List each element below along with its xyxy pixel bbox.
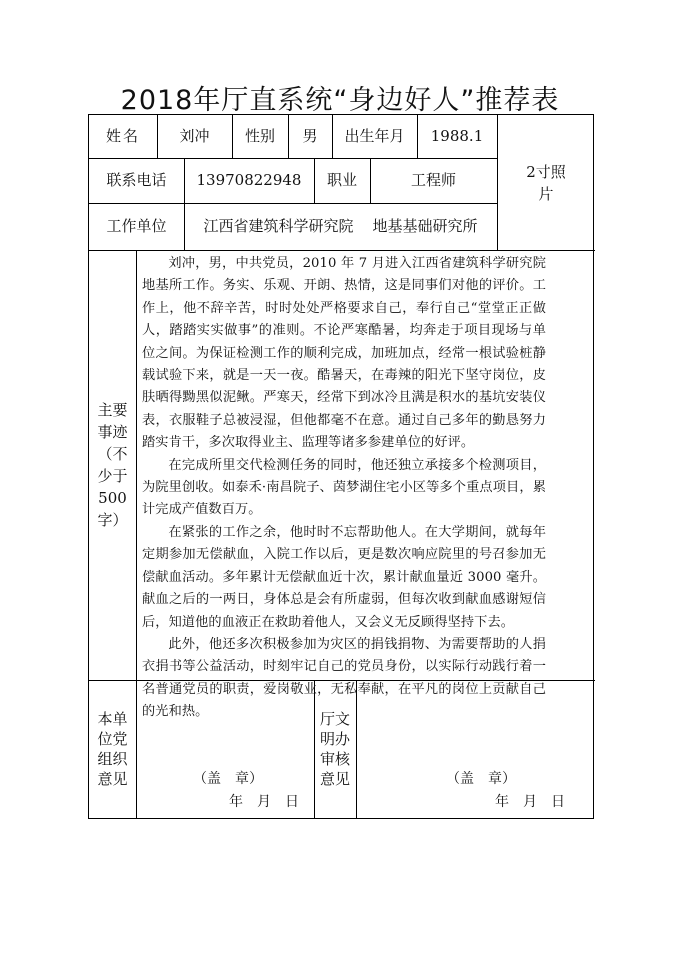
job-label: 职业 — [326, 170, 357, 189]
deeds-paragraph: 在紧张的工作之余，他时时不忘帮助他人。在大学期间，就每年定期参加无偿献血，入院工作以后，更是数次响应院里的号召参加无偿献血活动。多年累计无偿献血近十次，累计献血量近 3000 毫升。献血之后的一两日，身体总是会有所虚弱，但每次收到献血感谢短信后，知道他的血液正在救助着他人，又会义无反顾得坚持下去。 — [142, 524, 546, 630]
office-date-text: 年 月 日 — [495, 794, 565, 810]
birth-value: 1988.1 — [430, 126, 484, 145]
name-label: 姓名 — [105, 126, 140, 145]
phone-value: 13970822948 — [196, 170, 302, 189]
deeds-label: 主要事迹（不少于500字） — [97, 401, 128, 529]
office-seal-text: （盖 章） — [446, 771, 516, 787]
deeds-text — [136, 251, 552, 720]
deeds-paragraph: 此外，他还多次积极参加为灾区的捐钱捐物、为需要帮助的人捐衣捐书等公益活动，时刻牢记自己的党员身份，以实际行动践行着一名普通党员的职责，爱岗敬业，无私奉献，在平凡的岗位上贡献自己的光和热。 — [142, 636, 546, 720]
unit-label: 工作单位 — [106, 216, 167, 235]
phone-label: 联系电话 — [106, 170, 167, 189]
photo-placeholder: 2寸照片 — [526, 163, 566, 203]
gender-label: 性别 — [244, 126, 275, 145]
party-date-text: 年 月 日 — [229, 794, 299, 810]
photo-divider — [497, 115, 498, 250]
party-seal-text: （盖 章） — [193, 771, 263, 787]
office-opinion-label: 厅文明办审核意见 — [319, 710, 350, 788]
deeds-paragraph: 在完成所里交代检测任务的同时，他还独立承接多个检测项目，为院里创收。如泰禾·南昌院子、茵梦湖住宅小区等多个重点项目，累计完成产值数百万。 — [142, 457, 546, 518]
job-value: 工程师 — [410, 170, 456, 189]
name-value: 刘冲 — [179, 126, 210, 145]
birth-label: 出生年月 — [344, 126, 405, 145]
form-title: 2018年厅直系统“身边好人”推荐表 — [120, 85, 560, 116]
deeds-paragraph: 刘冲，男，中共党员，2010 年 7 月进入江西省建筑科学研究院地基所工作。务实、乐观、开朗、热情，这是同事们对他的评价。工作上，他不辞辛苦，时时处处严格要求自己，奉行自己“堂堂正正做人，踏踏实实做事”的准则。不论严寒酷暑，均奔走于项目现场与单位之间。为保证检测工作的顺利完成，加班加点，经常一根试验桩静载试验下来，就是一天一夜。酷暑天，在毒辣的阳光下坚守岗位，皮肤晒得黝黑似泥鳅。严寒天，经常下到冰冷且满是积水的基坑安装仪表，衣服鞋子总被浸湿，但他都毫不在意。通过自己多年的勤恳努力踏实肯干，多次取得业主、监理等诸多参建单位的好评。 — [142, 256, 546, 451]
party-opinion-label: 本单位党组织意见 — [97, 710, 128, 788]
unit-value: 江西省建筑科学研究院 地基基础研究所 — [203, 216, 478, 235]
gender-value: 男 — [302, 126, 318, 145]
recommendation-form — [88, 114, 594, 819]
